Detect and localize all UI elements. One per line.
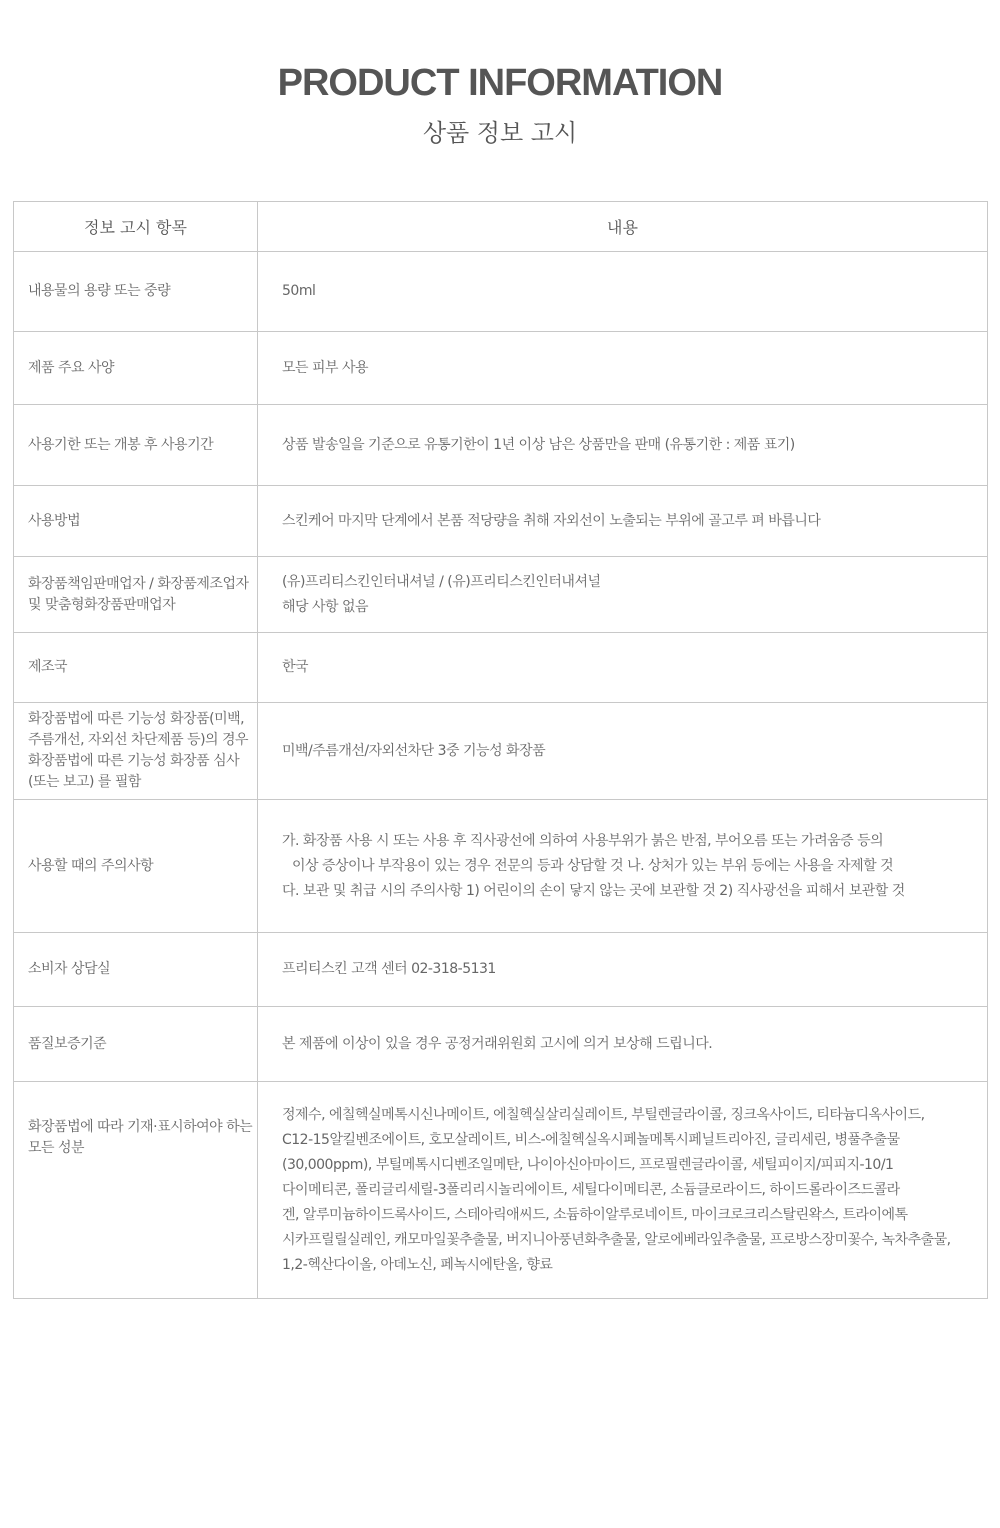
row-value-line: 본 제품에 이상이 있을 경우 공정거래위원회 고시에 의거 보상해 드립니다.: [282, 1035, 713, 1052]
row-value-line: 시카프릴릴실레인, 캐모마일꽃추출물, 버지니아풍년화추출물, 알로에베라잎추출물, 프로방스장미꽃수, 녹차추출물,: [282, 1231, 951, 1248]
row-value-line: 스킨케어 마지막 단계에서 본품 적당량을 취해 자외선이 노출되는 부위에 골고루 펴 바릅니다: [282, 512, 821, 529]
column-header-content: 내용: [258, 202, 988, 252]
row-label-line: (또는 보고) 를 필함: [28, 774, 141, 790]
row-value-line: 겐, 알루미늄하이드록사이드, 스테아릭애씨드, 소듐하이알루로네이트, 마이크로크리스탈린왁스, 트라이에톡: [282, 1206, 908, 1223]
row-label: [14, 252, 258, 332]
row-label: [14, 633, 258, 703]
row-value-line: 모든 피부 사용: [282, 359, 369, 376]
row-value: [258, 557, 988, 633]
row-label-line: 소비자 상담실: [28, 961, 111, 977]
row-label: [14, 933, 258, 1007]
table-row: [14, 405, 988, 486]
table-row: [14, 252, 988, 332]
table-row: [14, 800, 988, 933]
row-label-line: 화장품법에 따라 기재·표시하여야 하는: [28, 1119, 253, 1135]
row-label-line: 모든 성분: [28, 1140, 85, 1156]
row-label: [14, 1007, 258, 1082]
row-label-line: 화장품법에 따른 기능성 화장품 심사: [28, 753, 240, 769]
row-value-line: 미백/주름개선/자외선차단 3중 기능성 화장품: [282, 742, 546, 759]
row-value-line: 상품 발송일을 기준으로 유통기한이 1년 이상 남은 상품만을 판매 (유통기한 : 제품 표기): [282, 436, 795, 453]
table-row: [14, 332, 988, 405]
row-label: [14, 703, 258, 800]
row-label-line: 사용할 때의 주의사항: [28, 857, 154, 874]
row-label: [14, 332, 258, 405]
row-value-line: 가. 화장품 사용 시 또는 사용 후 직사광선에 의하여 사용부위가 붉은 반점, 부어오름 또는 가려움증 등의: [282, 832, 884, 849]
table-row: [14, 703, 988, 800]
row-value: [258, 486, 988, 557]
product-info-table: [13, 201, 988, 1299]
row-value-line: 다. 보관 및 취급 시의 주의사항 1) 어린이의 손이 닿지 않는 곳에 보관할 것 2) 직사광선을 피해서 보관할 것: [282, 882, 905, 899]
row-value-line: 해당 사항 없음: [282, 598, 369, 615]
row-value-line: C12-15알킬벤조에이트, 호모살레이트, 비스-에칠헥실옥시페놀메톡시페닐트리아진, 글리세린, 병풀추출물: [282, 1131, 900, 1148]
row-value-line: 50ml: [282, 283, 316, 299]
table-row: [14, 486, 988, 557]
row-label-line: 사용기한 또는 개봉 후 사용기간: [28, 436, 214, 453]
row-value: [258, 405, 988, 486]
row-value-line: (유)프리티스킨인터내셔널 / (유)프리티스킨인터내셔널: [282, 573, 601, 590]
table-row: [14, 1082, 988, 1299]
row-label-line: 화장품책임판매업자 / 화장품제조업자: [28, 575, 249, 592]
row-value-line: 1,2-헥산다이올, 아데노신, 페녹시에탄올, 향료: [282, 1256, 553, 1273]
row-label: [14, 1082, 258, 1299]
table-row: [14, 933, 988, 1007]
row-label-line: 제품 주요 사양: [28, 359, 115, 376]
row-value-line: 프리티스킨 고객 센터 02-318-5131: [282, 961, 496, 977]
row-value: [258, 800, 988, 933]
row-label-line: 및 맞춤형화장품판매업자: [28, 596, 176, 613]
row-value-line: 한국: [282, 659, 309, 675]
row-value-line: 정제수, 에칠헥실메톡시신나메이트, 에칠헥실살리실레이트, 부틸렌글라이콜, 징크옥사이드, 티타늄디옥사이드,: [282, 1106, 925, 1123]
page-title: PRODUCT INFORMATION: [277, 62, 723, 104]
row-label-line: 제조국: [28, 659, 68, 675]
column-header-item: 정보 고시 항목: [14, 202, 258, 252]
row-value: [258, 633, 988, 703]
table-row: [14, 1007, 988, 1082]
row-value-line: (30,000ppm), 부틸메톡시디벤조일메탄, 나이아신아마이드, 프로필렌글라이콜, 세틸피이지/피피지-10/1: [282, 1156, 894, 1173]
page-subtitle: 상품 정보 고시: [422, 119, 578, 147]
row-label-line: 품질보증기준: [28, 1035, 107, 1052]
row-label-line: 주름개선, 자외선 차단제품 등)의 경우: [28, 732, 249, 748]
row-value: [258, 703, 988, 800]
row-value: [258, 332, 988, 405]
row-value: [258, 1007, 988, 1082]
row-label: [14, 557, 258, 633]
table-header-row: [14, 202, 988, 252]
row-label: [14, 405, 258, 486]
row-label: [14, 486, 258, 557]
row-value: [258, 252, 988, 332]
table-row: [14, 557, 988, 633]
row-label-line: 사용방법: [28, 512, 81, 529]
row-label-line: 화장품법에 따른 기능성 화장품(미백,: [28, 711, 245, 727]
row-value-line: 다이메티콘, 폴리글리세릴-3폴리리시놀리에이트, 세틸다이메티콘, 소듐클로라이드, 하이드롤라이즈드콜라: [282, 1181, 900, 1198]
row-value: [258, 1082, 988, 1299]
row-label: [14, 800, 258, 933]
page-header: [0, 0, 1000, 148]
row-value-line: 이상 증상이나 부작용이 있는 경우 전문의 등과 상담할 것 나. 상처가 있는 부위 등에는 사용을 자제할 것: [292, 857, 894, 874]
row-value: [258, 933, 988, 1007]
row-label-line: 내용물의 용량 또는 중량: [28, 283, 171, 299]
table-row: [14, 633, 988, 703]
